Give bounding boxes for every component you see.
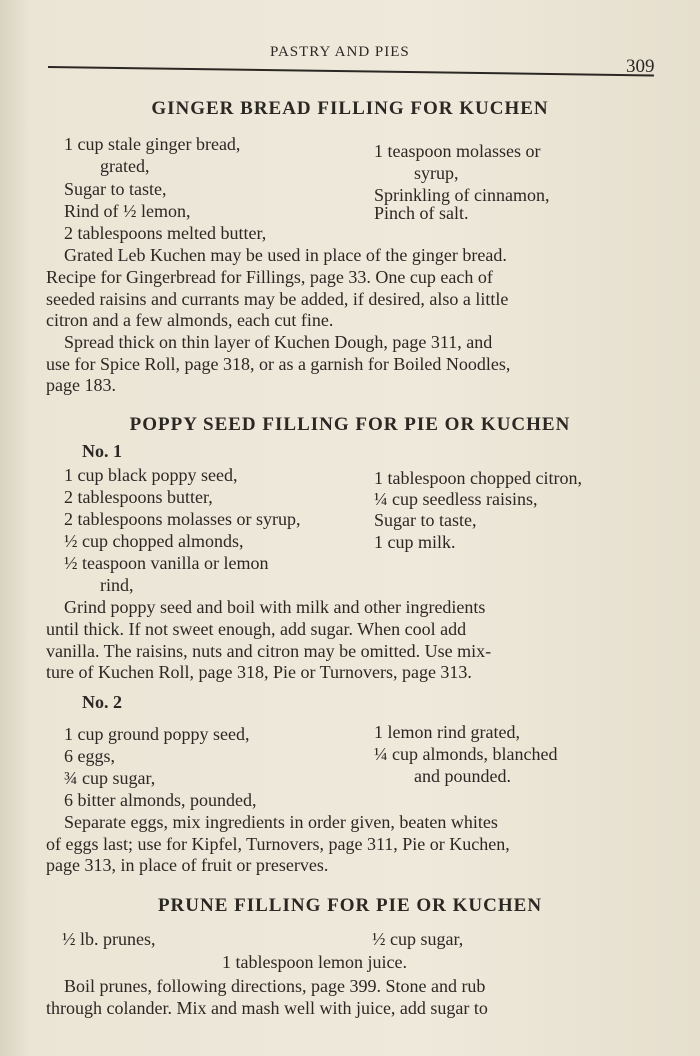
body-line: of eggs last; use for Kipfel, Turnovers, page 311, Pie or Kuchen, [46,834,510,854]
ingredient-right: Sprinkling of cinnamon, [374,185,550,205]
ingredient-left: 2 tablespoons molasses or syrup, [64,509,301,529]
variant-label: No. 2 [82,692,122,712]
body-line: Grind poppy seed and boil with milk and other ingredients [64,597,486,617]
body-line: ture of Kuchen Roll, page 318, Pie or Turnovers, page 313. [46,662,472,682]
ingredient-right: 1 tablespoon chopped citron, [374,468,582,488]
ingredient-right: 1 cup milk. [374,532,456,552]
body-line: page 313, in place of fruit or preserves. [46,855,329,875]
ingredient-right: ¼ cup seedless raisins, [374,489,538,509]
recipe-title-prune: PRUNE FILLING FOR PIE OR KUCHEN [157,895,543,916]
ingredient-left: 2 tablespoons butter, [64,487,213,507]
ingredient-left: 1 cup stale ginger bread, [64,134,241,154]
running-head: PASTRY AND PIES [270,44,410,60]
ingredient-right: ¼ cup almonds, blanched [374,744,558,764]
ingredient-left: ¾ cup sugar, [64,768,156,788]
ingredient-right: 1 teaspoon molasses or [374,141,541,161]
ingredient-left: grated, [100,156,150,176]
body-line: until thick. If not sweet enough, add sugar. When cool add [46,619,467,639]
ingredient-left: 1 cup black poppy seed, [64,465,238,485]
header-rule [48,66,654,76]
body-line: Spread thick on thin layer of Kuchen Dough, page 311, and [64,332,493,352]
body-line: use for Spice Roll, page 318, or as a garnish for Boiled Noodles, [46,354,511,374]
ingredient-right: and pounded. [414,766,511,786]
recipe-title-gingerbread: GINGER BREAD FILLING FOR KUCHEN [151,98,549,119]
body-line: seeded raisins and currants may be added, if desired, also a little [46,289,509,309]
ingredient-right: ½ cup sugar, [372,929,464,949]
body-line: vanilla. The raisins, nuts and citron may be omitted. Use mix- [46,641,492,661]
page-number: 309 [626,56,655,77]
ingredient-right: Pinch of salt. [374,203,469,223]
ingredient-left: Sugar to taste, [64,179,167,199]
body-line: Grated Leb Kuchen may be used in place of the ginger bread. [64,245,507,265]
recipe-title-poppy-seed: POPPY SEED FILLING FOR PIE OR KUCHEN [129,414,571,435]
ingredient-left: rind, [100,575,134,595]
body-line: page 183. [46,375,116,395]
ingredient-right: syrup, [414,163,459,183]
ingredient-right: 1 lemon rind grated, [374,722,520,742]
body-line: Boil prunes, following directions, page 399. Stone and rub [64,976,486,996]
ingredient-left: 6 bitter almonds, pounded, [64,790,257,810]
ingredient-left: Rind of ½ lemon, [64,201,191,221]
body-line: Separate eggs, mix ingredients in order given, beaten whites [64,812,498,832]
ingredient-left: 2 tablespoons melted butter, [64,223,267,243]
body-line: citron and a few almonds, each cut fine. [46,310,334,330]
body-line: through colander. Mix and mash well with juice, add sugar to [46,998,488,1018]
ingredient-left: ½ teaspoon vanilla or lemon [64,553,269,573]
variant-label: No. 1 [82,441,122,461]
body-line: Recipe for Gingerbread for Fillings, page 33. One cup each of [46,267,493,287]
ingredient-left: ½ cup chopped almonds, [64,531,244,551]
ingredient-right: Sugar to taste, [374,510,477,530]
ingredient-left: 1 cup ground poppy seed, [64,724,250,744]
ingredient-center: 1 tablespoon lemon juice. [222,952,407,972]
ingredient-left: ½ lb. prunes, [62,929,156,949]
ingredient-left: 6 eggs, [64,746,115,766]
